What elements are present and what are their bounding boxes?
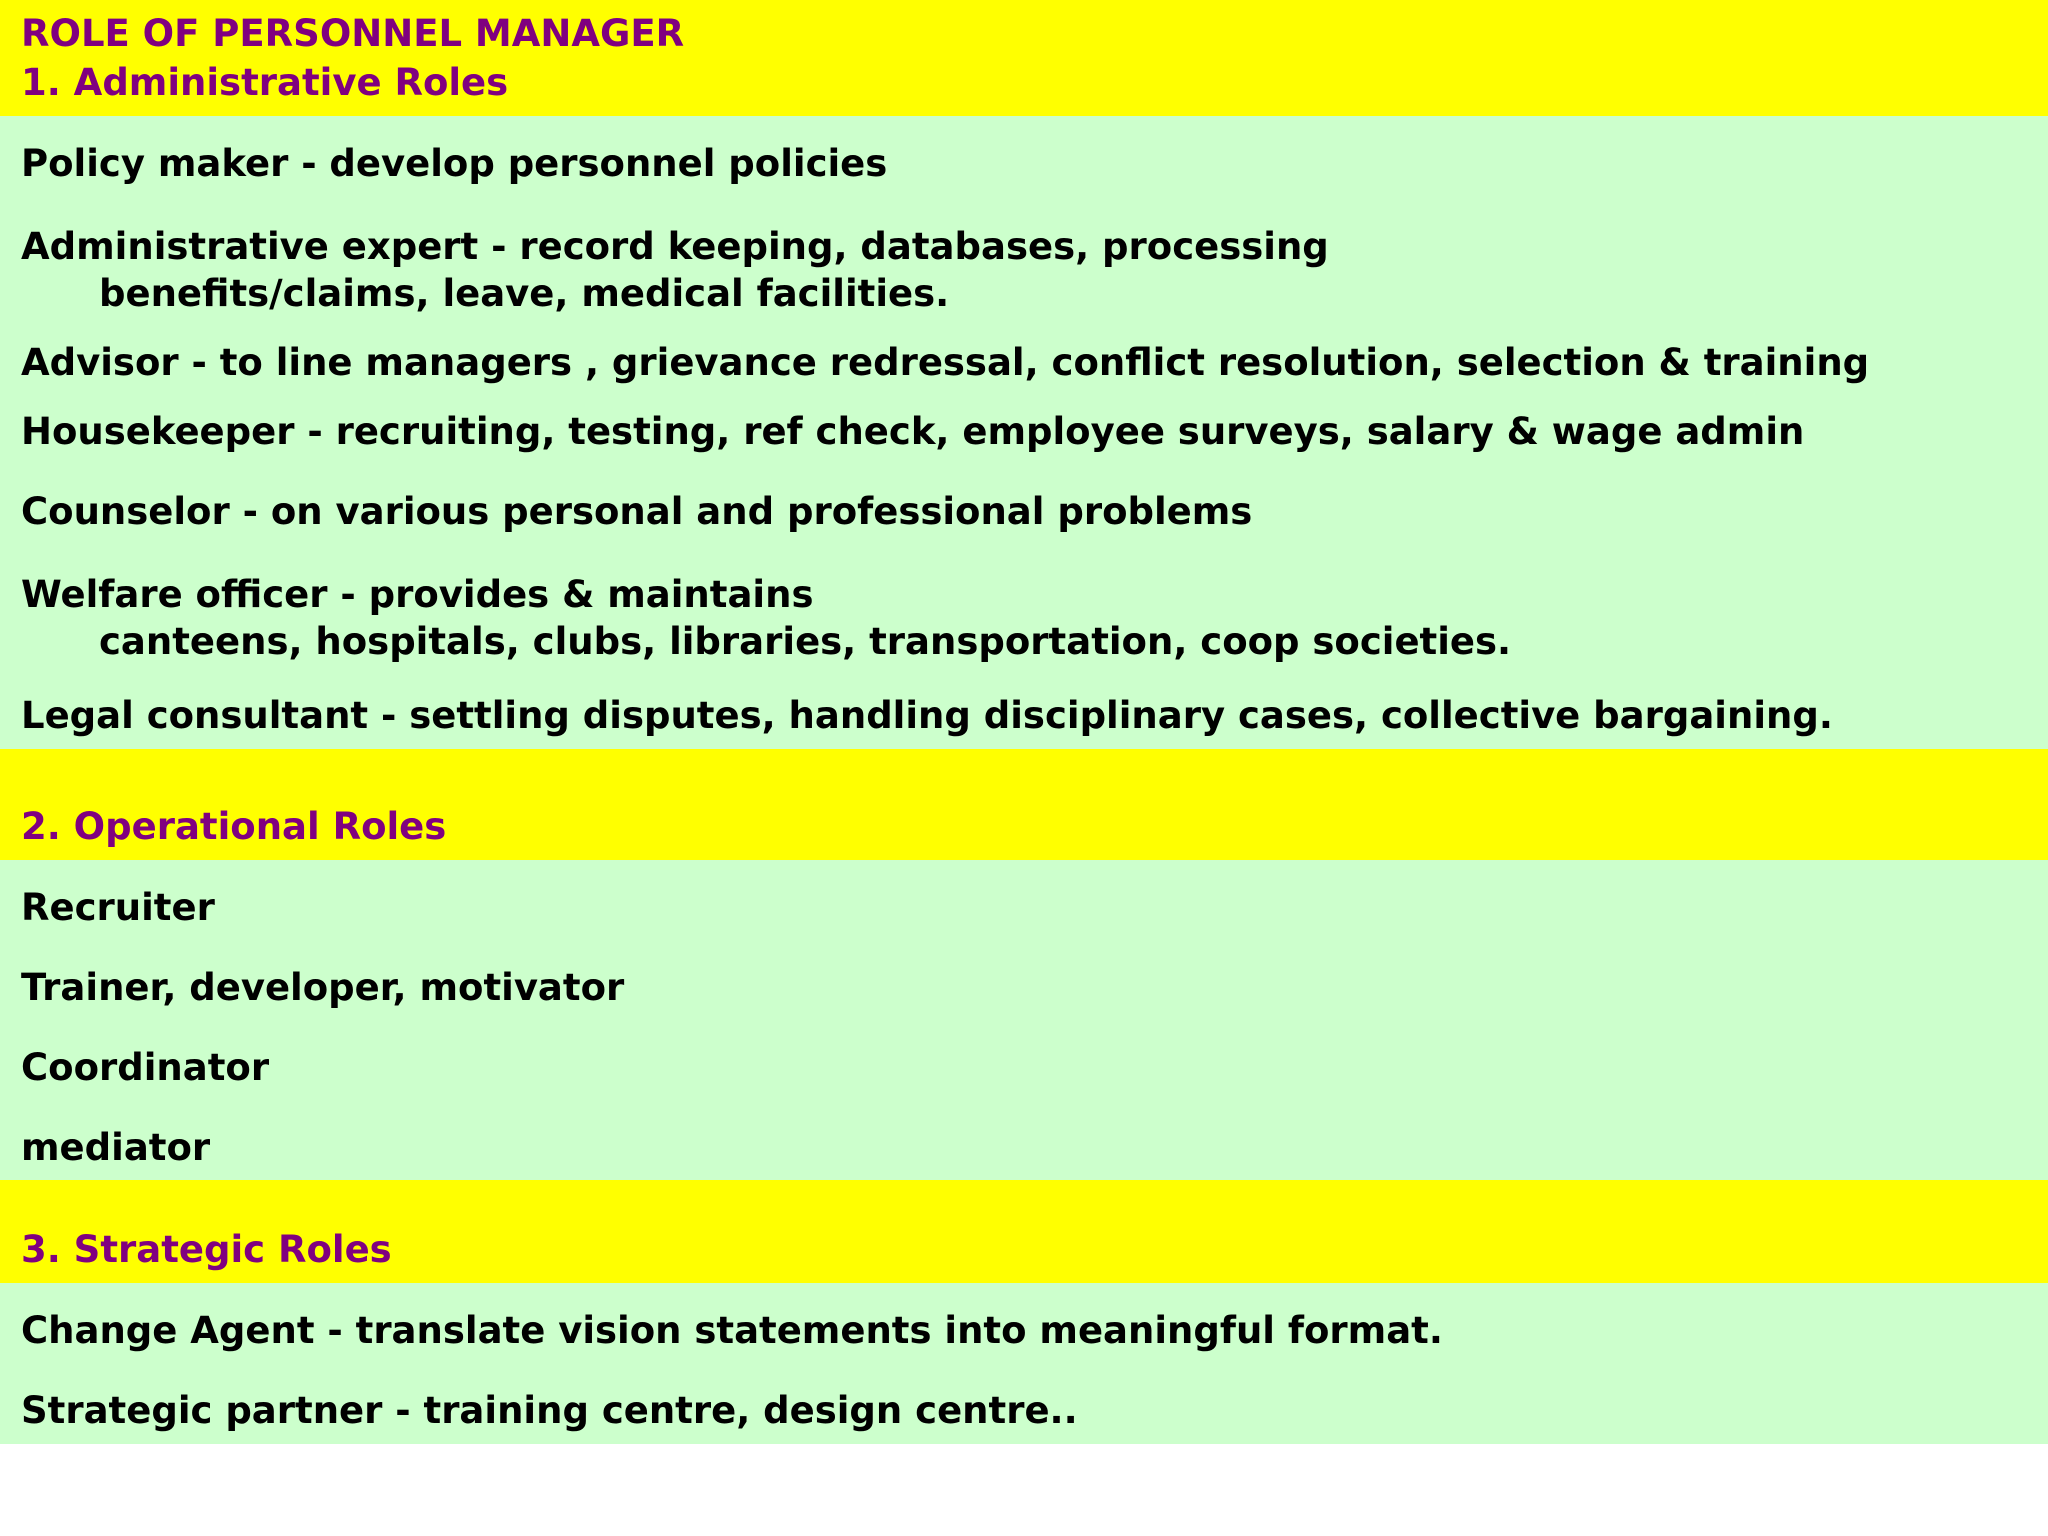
- list-item: Advisor - to line managers , grievance redressal, conflict resolution, selection & training: [21, 341, 1870, 384]
- operational-roles-panel: [0, 860, 2048, 1180]
- list-item: Trainer, developer, motivator: [21, 966, 625, 1009]
- list-item: Administrative expert - record keeping, databases, processing: [21, 225, 1329, 268]
- section-heading-operational: 2. Operational Roles: [21, 805, 447, 848]
- list-item: mediator: [21, 1126, 211, 1169]
- section-heading-administrative: 1. Administrative Roles: [21, 61, 509, 104]
- list-item: Housekeeper - recruiting, testing, ref check, employee surveys, salary & wage admin: [21, 410, 1805, 453]
- list-item: Coordinator: [21, 1046, 270, 1089]
- list-item: Policy maker - develop personnel policies: [21, 142, 888, 185]
- list-item: Legal consultant - settling disputes, handling disciplinary cases, collective bargaining.: [21, 694, 1833, 737]
- list-item: Welfare officer - provides & maintains: [21, 573, 814, 616]
- list-item: Counselor - on various personal and professional problems: [21, 490, 1253, 533]
- section-heading-strategic: 3. Strategic Roles: [21, 1228, 392, 1271]
- list-item: Change Agent - translate vision statements into meaningful format.: [21, 1309, 1443, 1352]
- list-item: Strategic partner - training centre, design centre..: [21, 1389, 1078, 1432]
- list-item: Recruiter: [21, 886, 215, 929]
- list-item-continuation: canteens, hospitals, clubs, libraries, transportation, coop societies.: [99, 620, 1512, 663]
- page-title: ROLE OF PERSONNEL MANAGER: [21, 12, 685, 55]
- list-item-continuation: benefits/claims, leave, medical facilities.: [99, 272, 950, 315]
